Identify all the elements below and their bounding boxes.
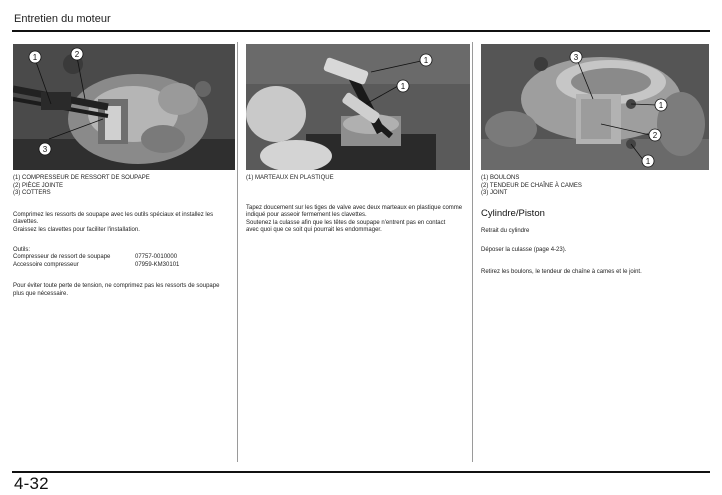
- callout-2: [649, 129, 661, 141]
- header-title: Entretien du moteur: [14, 13, 111, 25]
- column-divider-1: [237, 42, 238, 462]
- legend-item: (3) JOINT: [481, 190, 508, 197]
- text-line: Tapez doucement sur les tiges de valve avec deux marteaux en plastique comme: [246, 204, 463, 211]
- svg-text:3: 3: [573, 53, 579, 62]
- legend-item: (1) COMPRESSEUR DE RESSORT DE SOUPAPE: [13, 175, 150, 181]
- photo-valve-spring-compressor-drawing: [13, 44, 235, 170]
- tools-label: Outils:: [13, 246, 31, 253]
- text-line: Pour éviter toute perte de tension, ne comprimez pas les ressorts de soupape: [13, 283, 220, 290]
- text-line: Soutenez la culasse afin que les têtes de soupape n'entrent pas en contact: [246, 219, 446, 226]
- svg-text:1: 1: [32, 53, 38, 62]
- callout-1-lower: [642, 155, 654, 167]
- legend: [246, 175, 470, 183]
- svg-text:1: 1: [400, 82, 406, 91]
- subheading: Retrait du cylindre: [481, 227, 530, 234]
- text-line: clavettes.: [13, 219, 39, 226]
- section-title: Cylindre/Piston: [481, 207, 545, 219]
- tool-row: [13, 254, 235, 262]
- svg-text:3: 3: [42, 145, 48, 154]
- photo-plastic-hammers-drawing: [246, 44, 470, 170]
- text-line: Comprimez les ressorts de soupape avec les outils spéciaux et installez les: [13, 211, 214, 218]
- photo-cylinder: [481, 44, 709, 170]
- column-cylinder-piston: [481, 44, 709, 277]
- callout-1: [29, 51, 41, 63]
- photo-plastic-hammers: [246, 44, 470, 170]
- text-line: indiqué pour asseoir fermement les clavettes.: [246, 212, 367, 219]
- legend-item: (3) COTTERS: [13, 190, 51, 197]
- callout-1-upper: [420, 54, 432, 66]
- tool-row: [13, 262, 235, 270]
- legend: [13, 175, 235, 198]
- legend-item: (2) PIÈCE JOINTE: [13, 182, 64, 189]
- svg-text:1: 1: [658, 101, 664, 110]
- callout-3: [39, 143, 51, 155]
- column-plastic-hammers: [246, 44, 470, 235]
- svg-text:2: 2: [74, 50, 80, 59]
- header-rule: [12, 30, 710, 32]
- step-text: Retirez les boulons, le tendeur de chaîne à cames et le joint.: [481, 268, 642, 275]
- callout-3: [570, 51, 582, 63]
- step-text: Déposer la culasse (page 4-23).: [481, 247, 567, 254]
- callout-1-lower: [397, 80, 409, 92]
- svg-text:1: 1: [645, 157, 651, 166]
- legend-item: (1) BOULONS: [481, 175, 520, 181]
- legend-item: (2) TENDEUR DE CHAÎNE À CAMES: [481, 182, 582, 189]
- tool-code: 07959-KM30101: [135, 261, 180, 268]
- tool-name: Compresseur de ressort de soupape: [13, 254, 111, 261]
- tool-code: 07757-0010000: [135, 254, 178, 261]
- callout-1-upper: [655, 99, 667, 111]
- text-line: plus que nécessaire.: [13, 290, 69, 297]
- svg-text:2: 2: [652, 131, 658, 140]
- note-paragraph: [13, 283, 235, 298]
- footer-rule: [12, 471, 710, 473]
- column-divider-2: [472, 42, 473, 462]
- instruction-paragraph: [13, 212, 235, 235]
- photo-valve-spring-compressor: [13, 44, 235, 170]
- page-number: 4-32: [14, 474, 49, 493]
- legend-item: (1) MARTEAUX EN PLASTIQUE: [246, 175, 334, 181]
- instruction-paragraph: [246, 205, 470, 235]
- legend: [481, 175, 709, 198]
- text-line: Graissez les clavettes pour faciliter l'installation.: [13, 226, 140, 233]
- text-line: avec quoi que ce soit qui pourrait les endommager.: [246, 227, 382, 234]
- photo-cylinder-drawing: [481, 44, 709, 170]
- callout-2: [71, 48, 83, 60]
- column-valve-spring: [13, 44, 235, 299]
- svg-text:1: 1: [423, 56, 429, 65]
- tool-name: Accessoire compresseur: [13, 261, 79, 268]
